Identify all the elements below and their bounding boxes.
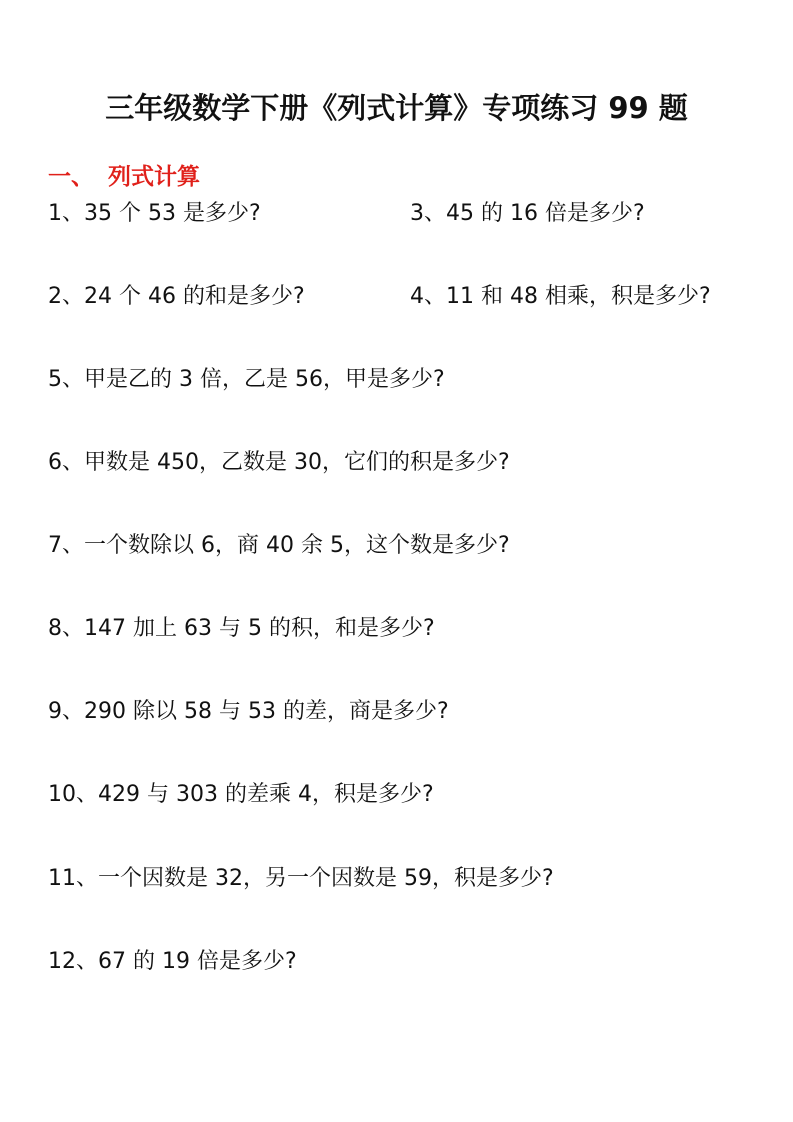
section-heading	[48, 158, 200, 191]
question-11: 11、一个因数是 32，另一个因数是 59，积是多少?	[48, 866, 554, 891]
section-title: 列式计算	[108, 164, 200, 190]
question-3: 3、45 的 16 倍是多少?	[410, 201, 645, 226]
question-1: 1、35 个 53 是多少?	[48, 201, 261, 226]
question-4: 4、11 和 48 相乘，积是多少?	[410, 284, 711, 309]
page-title: 三年级数学下册《列式计算》专项练习 99 题	[105, 91, 688, 125]
question-12: 12、67 的 19 倍是多少?	[48, 949, 297, 974]
section-number: 一、	[48, 164, 94, 190]
question-7: 7、一个数除以 6，商 40 余 5，这个数是多少?	[48, 533, 510, 558]
question-2: 2、24 个 46 的和是多少?	[48, 284, 305, 309]
question-10: 10、429 与 303 的差乘 4，积是多少?	[48, 782, 434, 807]
question-6: 6、甲数是 450，乙数是 30，它们的积是多少?	[48, 450, 510, 475]
question-5: 5、甲是乙的 3 倍，乙是 56，甲是多少?	[48, 367, 445, 392]
question-9: 9、290 除以 58 与 53 的差，商是多少?	[48, 699, 449, 724]
question-8: 8、147 加上 63 与 5 的积，和是多少?	[48, 616, 435, 641]
